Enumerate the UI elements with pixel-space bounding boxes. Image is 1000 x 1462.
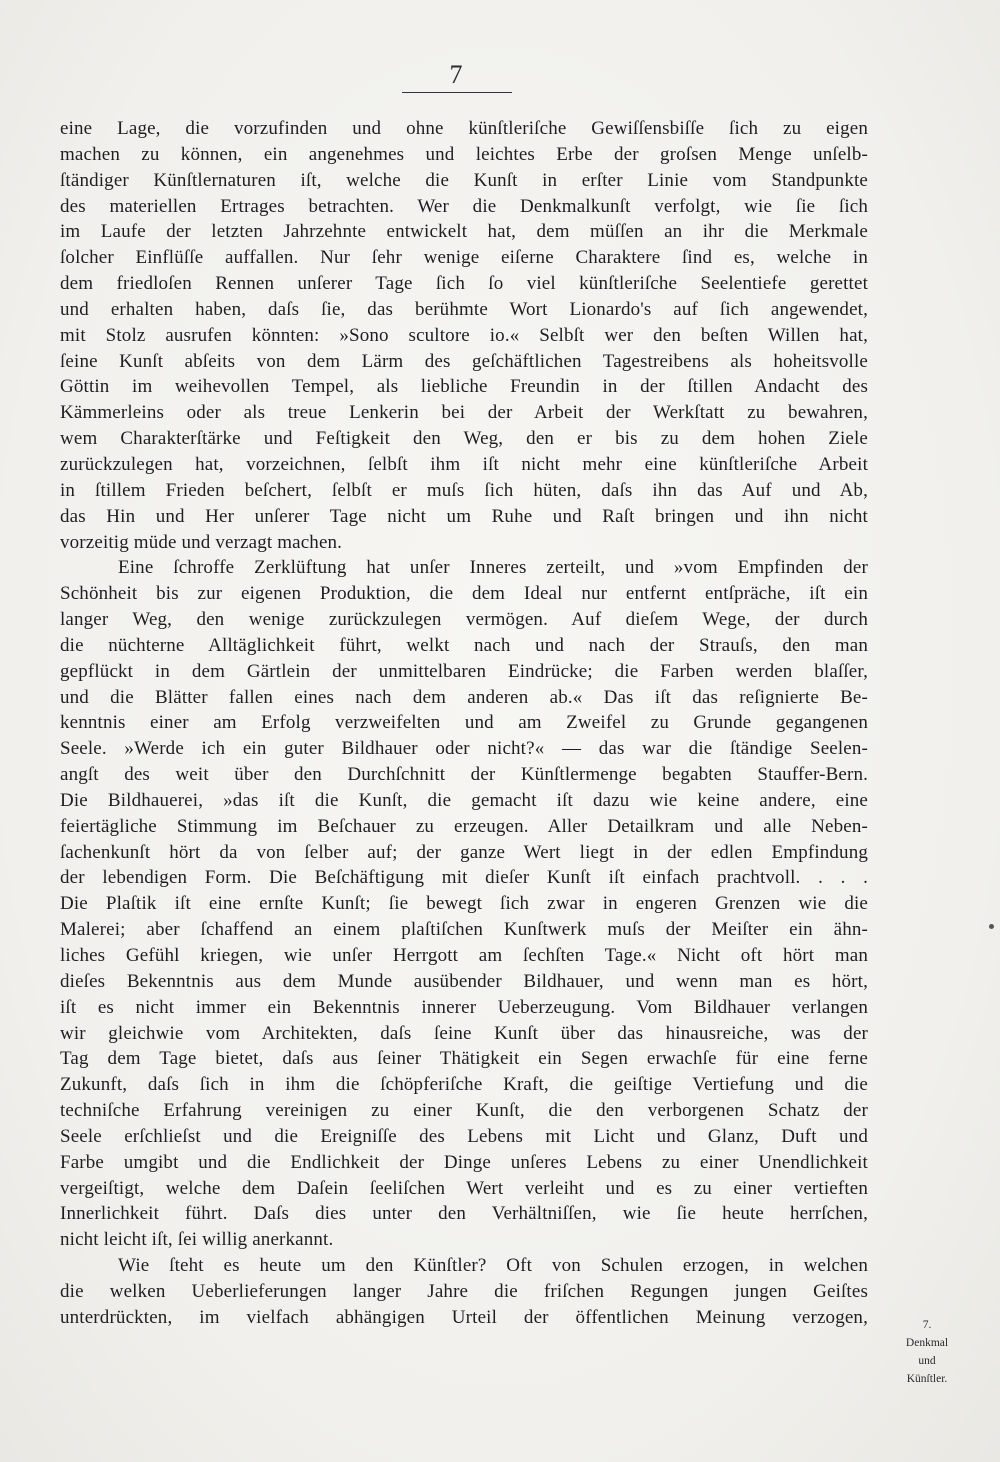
text-line: Die Bildhauerei, »das iſt die Kunſt, die gemacht iſt dazu wie keine andere, eine bbox=[60, 789, 868, 811]
margin-note-number: 7. bbox=[922, 1319, 932, 1331]
text-line: feiertägliche Stimmung im Beſchauer zu erzeugen. Aller Detailkram und alle Neben- bbox=[60, 815, 868, 837]
text-line: unterdrückten, im vielfach abhängigen Urteil der öffentlichen Meinung verzogen, bbox=[60, 1306, 868, 1328]
text-line: die nüchterne Alltäglichkeit führt, welkt nach und nach der Strauſs, den man bbox=[60, 634, 868, 656]
text-line: und die Blätter fallen eines nach dem anderen ab.« Das iſt das reſignierte Be- bbox=[60, 686, 868, 708]
margin-note bbox=[892, 1316, 962, 1388]
text-line: wem Charakterſtärke und Feſtigkeit den Weg, den er bis zu dem hohen Ziele bbox=[60, 428, 868, 450]
text-line: Zukunft, daſs ſich in ihm die ſchöpferiſche Kraft, die geiſtige Vertiefung und die bbox=[60, 1074, 868, 1096]
text-line: ſachenkunſt hört da von ſelber auf; der ganze Wert liegt in der edlen Empfindung bbox=[60, 841, 868, 863]
text-line: und erhalten haben, daſs ſie, das berühmte Wort Lionardo's auf ſich angewendet, bbox=[60, 298, 868, 320]
text-line: Farbe umgibt und die Endlichkeit der Dinge unſeres Lebens zu einer Unendlichkeit bbox=[60, 1151, 868, 1173]
text-line: Innerlichkeit führt. Daſs dies unter den Verhältniſſen, wie ſie heute herrſchen, bbox=[60, 1203, 868, 1225]
text-line: Eine ſchroffe Zerklüftung hat unſer Inneres zerteilt, und »vom Empfinden der bbox=[118, 557, 868, 579]
text-line: ſtändiger Künſtlernaturen iſt, welche die Kunſt in erſter Linie vom Standpunkte bbox=[60, 169, 868, 191]
text-line: kenntnis einer am Erfolg verzweifelten und am Zweifel zu Grunde gegangenen bbox=[60, 712, 868, 734]
text-line: Kämmerleins oder als treue Lenkerin bei der Arbeit der Werkſtatt zu bewahren, bbox=[60, 402, 868, 424]
text-line: der lebendigen Form. Die Beſchäftigung mit dieſer Kunſt iſt einfach prachtvoll. . . . bbox=[60, 867, 868, 889]
text-line: machen zu können, ein angenehmes und leichtes Erbe der groſsen Menge unſelb- bbox=[60, 143, 868, 165]
text-line: Seele erſchlieſst und die Ereigniſſe des Lebens mit Licht und Glanz, Duft und bbox=[60, 1125, 868, 1147]
text-line: liches Gefühl kriegen, wie unſer Herrgott am ſechſten Tage.« Nicht oft hört man bbox=[60, 945, 868, 966]
text-line: Schönheit bis zur eigenen Produktion, die dem Ideal nur entfernt entſpräche, iſt ein bbox=[60, 583, 868, 605]
margin-note-line: Künſtler. bbox=[906, 1373, 948, 1385]
body-text bbox=[60, 116, 868, 1331]
margin-note-line: und bbox=[918, 1355, 936, 1367]
text-line: Die Plaſtik iſt eine ernſte Kunſt; ſie bewegt ſich zwar in engeren Grenzen wie die bbox=[60, 893, 868, 915]
text-line: ſolcher Einflüſſe auffallen. Nur ſehr wenige eiſerne Charaktere ſind es, welche in bbox=[60, 247, 868, 269]
text-line: des materiellen Ertrages betrachten. Wer die Denkmalkunſt verfolgt, wie ſie ſich bbox=[60, 195, 868, 217]
text-line: Tag dem Tage bietet, daſs aus ſeiner Thätigkeit ein Segen erwachſe für eine ferne bbox=[60, 1048, 868, 1070]
text-line: im Laufe der letzten Jahrzehnte entwickelt hat, dem müſſen an ihr die Merkmale bbox=[60, 221, 868, 243]
text-line: in ſtillem Frieden beſchert, ſelbſt er muſs ſich hüten, daſs ihn das Auf und Ab, bbox=[60, 479, 868, 501]
text-line: Wie ſteht es heute um den Künſtler? Oft von Schulen erzogen, in welchen bbox=[118, 1255, 868, 1277]
text-line: eine Lage, die vorzufinden und ohne künſtleriſche Gewiſſensbiſſe ſich zu eigen bbox=[60, 118, 868, 139]
text-line: langer Weg, den wenige zurückzulegen vermögen. Auf dieſem Wege, der durch bbox=[60, 609, 868, 631]
text-line: zurückzulegen hat, vorzeichnen, ſelbſt ihm iſt nicht mehr eine künſtleriſche Arbeit bbox=[60, 453, 868, 475]
page-number-rule bbox=[402, 92, 512, 93]
margin-note-line: Denkmal bbox=[905, 1337, 949, 1349]
text-line: vorzeitig müde und verzagt machen. bbox=[60, 531, 343, 553]
text-line: techniſche Erfahrung vereinigen zu einer Kunſt, die den verborgenen Schatz der bbox=[60, 1100, 868, 1122]
text-line: angſt des weit über den Durchſchnitt der Künſtlermenge begabten Stauffer-Bern. bbox=[60, 764, 868, 786]
text-line: die welken Ueberlieferungen langer Jahre die friſchen Regungen jungen Geiſtes bbox=[60, 1280, 868, 1302]
text-line: mit Stolz ausrufen könnten: »Sono scultore io.« Selbſt wer den beſten Willen hat, bbox=[60, 324, 868, 346]
text-line: ſeine Kunſt abſeits von dem Lärm des geſchäftlichen Tagestreibens als hoheitsvolle bbox=[60, 350, 868, 372]
text-line: das Hin und Her unſerer Tage nicht um Ruhe und Raſt bringen und ihn nicht bbox=[60, 505, 868, 527]
paper-speck bbox=[989, 924, 994, 929]
text-line: gepflückt in dem Gärtlein der unmittelbaren Eindrücke; die Farben werden blaſſer, bbox=[60, 660, 868, 682]
text-line: dieſes Bekenntnis aus dem Munde ausübender Bildhauer, und wenn man es hört, bbox=[60, 970, 868, 992]
text-line: Göttin im weihevollen Tempel, als liebliche Freundin in der ſtillen Andacht des bbox=[60, 376, 868, 398]
text-line: Malerei; aber ſchaffend an einem plaſtiſchen Kunſtwerk muſs der Meiſter ein ähn- bbox=[60, 919, 868, 941]
text-line: iſt es nicht immer ein Bekenntnis innerer Ueberzeugung. Vom Bildhauer verlangen bbox=[60, 996, 868, 1018]
text-line: dem friedloſen Rennen unſerer Tage ſich ſo viel künſtleriſche Seelentiefe gerettet bbox=[60, 273, 868, 295]
text-line: wir gleichwie vom Architekten, daſs ſeine Kunſt über das hinausreiche, was der bbox=[60, 1022, 868, 1044]
page-number: 7 bbox=[449, 60, 463, 89]
text-line: vergeiſtigt, welche dem Daſein ſeeliſchen Wert verleiht und es zu einer vertieften bbox=[60, 1177, 868, 1199]
text-line: Seele. »Werde ich ein guter Bildhauer oder nicht?« — das war die ſtändige Seelen- bbox=[60, 738, 868, 760]
text-line: nicht leicht iſt, ſei willig anerkannt. bbox=[60, 1229, 334, 1251]
